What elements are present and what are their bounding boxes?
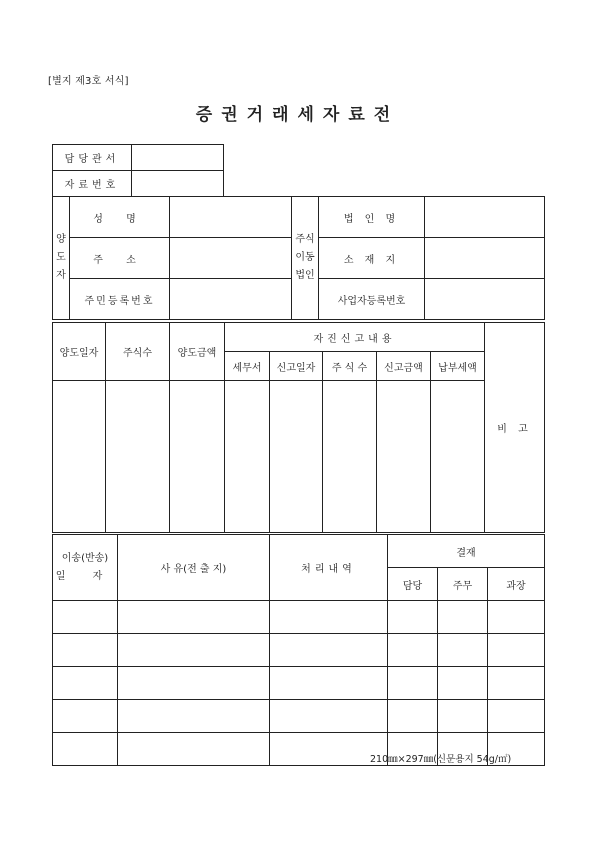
transfer-row [53,667,545,700]
corp-business-no-field[interactable] [425,279,545,320]
form-number-label: [별지 제3호 서식] [48,76,129,87]
corp-name-field[interactable] [425,197,545,238]
transferor-address-label: 주 소 [70,238,170,279]
reported-amount-field[interactable] [377,381,431,533]
transfer-date-header: 이송(반송) 일 자 [53,535,118,601]
processing-details-cell[interactable] [270,634,388,667]
transferor-name-field[interactable] [170,197,292,238]
doc-number-label: 자료번호 [53,171,132,197]
approval-chief-cell[interactable] [438,700,488,733]
report-date-field[interactable] [270,381,323,533]
report-date-header: 신고일자 [270,352,323,381]
tax-paid-field[interactable] [431,381,485,533]
corp-location-field[interactable] [425,238,545,279]
transfer-row [53,634,545,667]
doc-number-field[interactable] [132,171,224,197]
trade-details-table [52,322,545,533]
processing-details-cell[interactable] [270,667,388,700]
processing-details-cell[interactable] [270,700,388,733]
transferor-resident-no-field[interactable] [170,279,292,320]
processing-details-header: 처리내역 [270,535,388,601]
approval-staff-cell[interactable] [388,634,438,667]
transfer-row [53,700,545,733]
transferor-address-field[interactable] [170,238,292,279]
approval-chief-cell[interactable] [438,634,488,667]
transferor-name-label: 성 명 [70,197,170,238]
self-report-header: 자진신고내용 [225,323,485,352]
approval-staff-cell[interactable] [388,700,438,733]
approval-staff-cell[interactable] [388,667,438,700]
transfer-reason-cell[interactable] [118,634,270,667]
corp-business-no-label: 사업자등록번호 [319,279,425,320]
transfer-row [53,601,545,634]
parties-table [52,196,545,320]
corp-location-label: 소 재 지 [319,238,425,279]
approval-chief-header: 주무 [438,568,488,601]
tax-office-field[interactable] [225,381,270,533]
tax-office-header: 세무서 [225,352,270,381]
transfer-reason-header: 사 유(전 출 지) [118,535,270,601]
trade-date-header: 양도일자 [53,323,106,381]
transfer-date-cell[interactable] [53,601,118,634]
trade-shares-field[interactable] [106,381,170,533]
approval-chief-cell[interactable] [438,667,488,700]
approval-chief-cell[interactable] [438,601,488,634]
reported-shares-header: 주 식 수 [323,352,377,381]
transfer-reason-cell[interactable] [118,700,270,733]
remarks-header: 비 고 [485,323,545,533]
transfer-date-cell[interactable] [53,667,118,700]
transfer-reason-cell[interactable] [118,667,270,700]
approval-manager-cell[interactable] [488,601,545,634]
corporation-section-label: 주식 이동 법인 [292,197,319,320]
trade-shares-header: 주식수 [106,323,170,381]
transferor-resident-no-label: 주민등록번호 [70,279,170,320]
transferor-section-label: 양 도 자 [53,197,70,320]
transfer-date-cell[interactable] [53,634,118,667]
document-title: 증권거래세자료전 [195,105,400,125]
corp-name-label: 법 인 명 [319,197,425,238]
approval-staff-header: 담당 [388,568,438,601]
manager-office-field[interactable] [132,145,224,171]
paper-spec-footer: 210㎜×297㎜(신문용지 54g/㎡) [370,754,512,765]
trade-date-field[interactable] [53,381,106,533]
reported-shares-field[interactable] [323,381,377,533]
approval-staff-cell[interactable] [388,601,438,634]
approval-manager-cell[interactable] [488,700,545,733]
approval-manager-header: 과장 [488,568,545,601]
trade-amount-field[interactable] [170,381,225,533]
transfer-reason-cell[interactable] [118,733,270,766]
approval-header: 결재 [388,535,545,568]
office-info-table [52,144,224,197]
transfer-table [52,534,545,766]
trade-amount-header: 양도금액 [170,323,225,381]
tax-paid-header: 납부세액 [431,352,485,381]
transfer-date-cell[interactable] [53,700,118,733]
manager-office-label: 담당관서 [53,145,132,171]
reported-amount-header: 신고금액 [377,352,431,381]
transfer-reason-cell[interactable] [118,601,270,634]
processing-details-cell[interactable] [270,601,388,634]
approval-manager-cell[interactable] [488,667,545,700]
transfer-date-cell[interactable] [53,733,118,766]
approval-manager-cell[interactable] [488,634,545,667]
